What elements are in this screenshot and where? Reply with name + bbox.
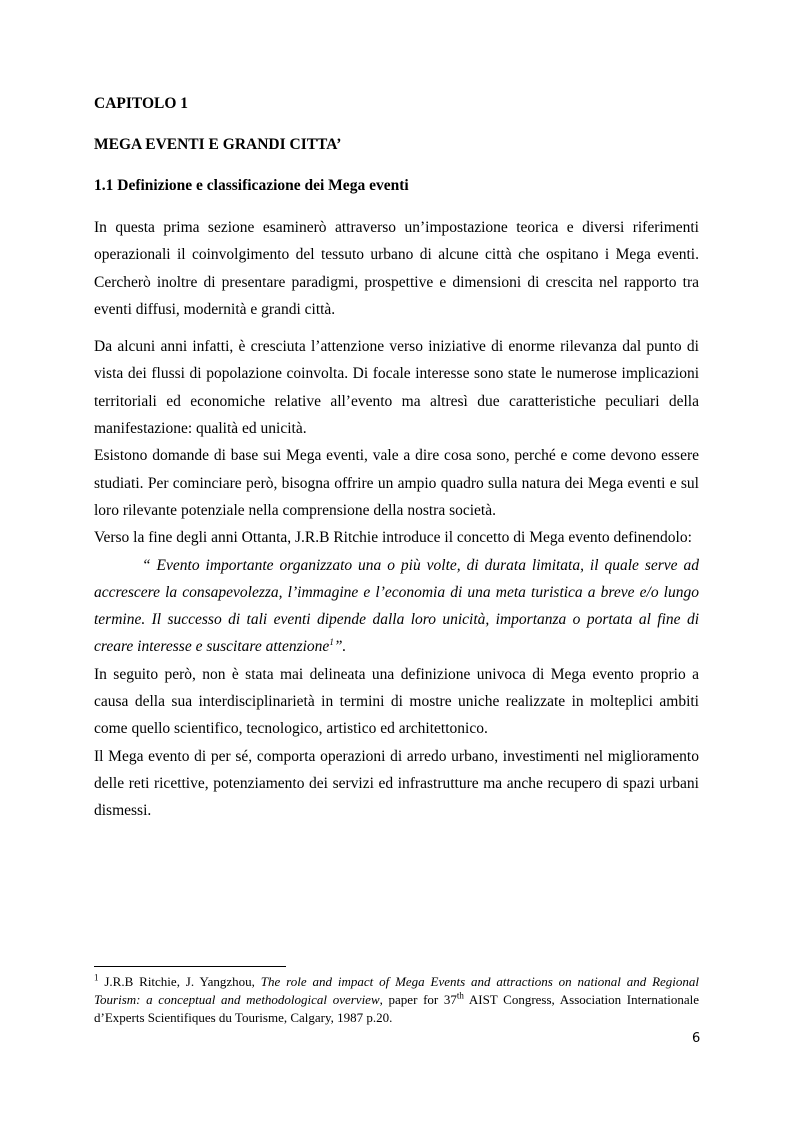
footnote-number: 1 — [94, 972, 99, 983]
chapter-title: MEGA EVENTI E GRANDI CITTA’ — [94, 136, 342, 153]
body-text — [94, 214, 699, 825]
chapter-heading: CAPITOLO 1 — [94, 95, 189, 112]
footnote-rest-b: AIST Congress, Association Internationale d’Experts Scientifiques du Tourisme, Calgary, 1987 p.20. — [94, 992, 699, 1025]
footnote-rest-a: , paper for 37 — [379, 992, 457, 1007]
footnote-authors: J.R.B Ritchie, J. Yangzhou, — [104, 974, 261, 989]
footnote-1 — [94, 973, 699, 1027]
paragraph-6: Il Mega evento di per sé, comporta operazioni di arredo urbano, investimenti nel miglioramento delle reti ricettive, potenziamento dei servizi ed infrastrutture ma anche recupero di spazi urbani dismessi. — [94, 747, 699, 820]
section-title: 1.1 Definizione e classificazione dei Mega eventi — [94, 177, 409, 194]
paragraph-5: In seguito però, non è stata mai delineata una definizione univoca di Mega evento proprio a causa della sua interdisciplinarietà in termini di mostre uniche realizzate in molteplici ambiti come quello scientifico, tecnologico, artistico ed architettonico. — [94, 665, 699, 738]
ritchie-quote — [94, 552, 699, 661]
paragraph-4: Verso la fine degli anni Ottanta, J.R.B Ritchie introduce il concetto di Mega evento definendolo: — [94, 529, 692, 547]
page-number: 6 — [692, 1031, 701, 1046]
footnote-ordinal: th — [456, 990, 464, 1001]
paragraph-1: In questa prima sezione esaminerò attraverso un’impostazione teorica e diversi riferimenti operazionali il coinvolgimento del tessuto urbano di alcune città che ospitano i Mega eventi. Cercherò inoltre di presentare paradigmi, prospettive e dimensioni di crescita nel rapporto tra eventi diffusi, modernità e grandi città. — [94, 219, 699, 318]
footnote-separator — [94, 966, 286, 967]
paragraph-2: Da alcuni anni infatti, è cresciuta l’attenzione verso iniziative di enorme rilevanza dal punto di vista dei flussi di popolazione coinvolta. Di focale interesse sono state le numerose implicazioni territoriali ed economiche relative all’evento ma altresì due caratteristiche peculiari della manifestazione: qualità ed unicità. — [94, 338, 699, 438]
quote-closing: ”. — [333, 638, 347, 656]
quote-text: “ Evento importante organizzato una o più volte, di durata limitata, il quale serve ad accrescere la consapevolezza, l’immagine e l’economia di una meta turistica a breve e/o lungo termine. Il successo di tali eventi dipende dalla loro unicità, importanza o portata al fine di creare interesse e suscitare attenzione — [94, 556, 699, 656]
footnote-title: The role and impact of Mega Events and attractions on national and Regional Tourism: a conceptual and methodological overview — [94, 974, 700, 1007]
paragraph-3: Esistono domande di base sui Mega eventi, vale a dire cosa sono, perché e come devono essere studiati. Per cominciare però, bisogna offrire un ampio quadro sulla natura dei Mega eventi e sul loro rilevante potenziale nella comprensione della nostra società. — [94, 447, 699, 519]
footnote-ref-1[interactable]: 1 — [329, 637, 334, 648]
